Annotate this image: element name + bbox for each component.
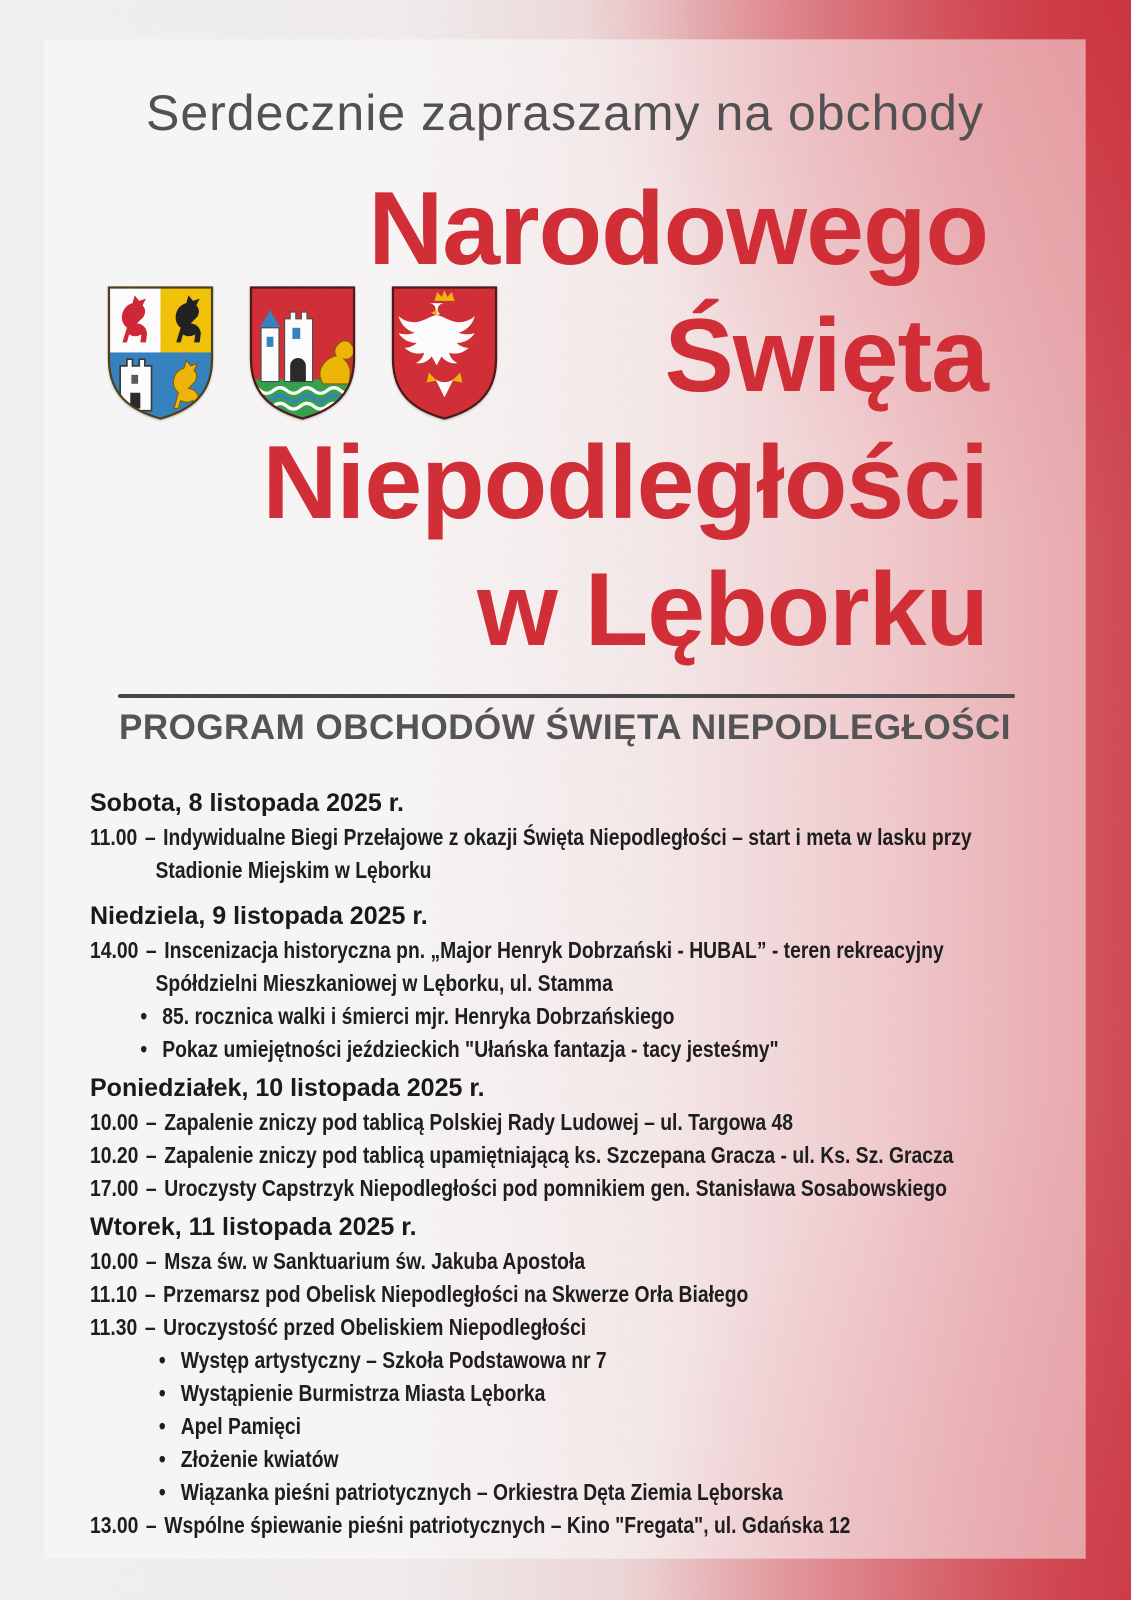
bullet-text: Pokaz umiejętności jeździeckich "Ułańska fantazja - tacy jesteśmy" — [162, 1036, 779, 1062]
bullet-icon: • — [158, 1479, 166, 1505]
event-text: Msza św. w Sanktuarium św. Jakuba Apostoła — [164, 1248, 586, 1274]
event-text: Zapalenie zniczy pod tablicą upamiętniającą ks. Szczepana Gracza - ul. Ks. Sz. Gracza — [164, 1142, 954, 1168]
dash-separator: – — [144, 1314, 156, 1340]
title-line-3: Niepodległości — [262, 425, 988, 541]
dash-separator: – — [145, 1512, 157, 1538]
lebork-county-crest-icon — [103, 283, 218, 423]
bullet-icon: • — [140, 1036, 148, 1062]
event-text: Zapalenie zniczy pod tablicą Polskiej Rady Ludowej – ul. Targowa 48 — [164, 1109, 794, 1135]
schedule-event — [90, 1278, 930, 1311]
bullet-icon: • — [140, 1003, 148, 1029]
schedule-event — [90, 821, 972, 854]
bullet-text: Wiązanka pieśni patriotycznych – Orkiestra Dęta Ziemia Lęborska — [180, 1479, 783, 1505]
event-text: Inscenizacja historyczna pn. „Major Henryk Dobrzański - HUBAL” - teren rekreacyjny — [164, 937, 944, 963]
dash-separator: – — [145, 1248, 157, 1274]
coat-of-arms-row — [103, 283, 502, 423]
schedule-bullet — [90, 1033, 930, 1066]
schedule-bullet — [90, 1410, 930, 1443]
bullet-text: Apel Pamięci — [180, 1413, 301, 1439]
bullet-text: 85. rocznica walki i śmierci mjr. Henryka Dobrzańskiego — [162, 1003, 675, 1029]
dash-separator: – — [144, 1281, 156, 1307]
schedule-event — [90, 1509, 930, 1542]
title-line-1: Narodowego — [368, 171, 988, 287]
title-line-2: Święta — [664, 298, 988, 414]
dash-separator: – — [144, 824, 156, 850]
event-text: Uroczysty Capstrzyk Niepodległości pod pomnikiem gen. Stanisława Sosabowskiego — [164, 1175, 947, 1201]
dash-separator: – — [145, 937, 157, 963]
title-line-4: w Lęborku — [476, 552, 988, 668]
program-heading: PROGRAM OBCHODÓW ŚWIĘTA NIEPODLEGŁOŚCI — [118, 708, 1012, 747]
event-time: 10.00 — [90, 1109, 139, 1135]
event-time: 11.10 — [90, 1281, 138, 1307]
poland-eagle-crest-icon — [387, 283, 502, 423]
lebork-city-crest-icon — [245, 283, 360, 423]
dash-separator: – — [145, 1142, 157, 1168]
dash-separator: – — [145, 1175, 157, 1201]
schedule-day-header: Sobota, 8 listopada 2025 r. — [90, 789, 405, 817]
bullet-text: Złożenie kwiatów — [180, 1446, 339, 1472]
bullet-icon: • — [158, 1413, 166, 1439]
event-text: Wspólne śpiewanie pieśni patriotycznych – Kino "Fregata", ul. Gdańska 12 — [164, 1512, 851, 1538]
bullet-icon: • — [158, 1380, 166, 1406]
event-time: 10.20 — [90, 1142, 139, 1168]
event-text: Przemarsz pod Obelisk Niepodległości na Skwerze Orła Białego — [163, 1281, 749, 1307]
schedule-event — [90, 934, 944, 967]
schedule-event — [90, 1311, 930, 1344]
event-text: Indywidualne Biegi Przełajowe z okazji Święta Niepodległości – start i meta w lasku przy — [163, 824, 972, 850]
bullet-icon: • — [158, 1446, 166, 1472]
bullet-icon: • — [158, 1347, 166, 1373]
schedule-event — [90, 1172, 947, 1205]
schedule-bullet — [90, 1000, 930, 1033]
divider-line — [118, 694, 1015, 698]
bullet-text: Występ artystyczny – Szkoła Podstawowa nr 7 — [180, 1347, 607, 1373]
schedule-continuation: Spółdzielni Mieszkaniowej w Lęborku, ul. Stamma — [155, 970, 613, 996]
schedule-bullet — [90, 1476, 930, 1509]
event-time: 14.00 — [90, 937, 139, 963]
dash-separator: – — [145, 1109, 157, 1135]
schedule — [90, 786, 1090, 1542]
schedule-bullet — [90, 1443, 930, 1476]
event-time: 17.00 — [90, 1175, 139, 1201]
schedule-bullet — [90, 1377, 930, 1410]
event-time: 11.30 — [90, 1314, 138, 1340]
event-time: 10.00 — [90, 1248, 139, 1274]
schedule-bullet — [90, 1344, 930, 1377]
event-time: 11.00 — [90, 824, 138, 850]
schedule-event — [90, 1139, 954, 1172]
event-time: 13.00 — [90, 1512, 139, 1538]
invite-line: Serdecznie zapraszamy na obchody — [145, 85, 984, 141]
event-text: Uroczystość przed Obeliskiem Niepodległości — [163, 1314, 587, 1340]
schedule-continuation: Stadionie Miejskim w Lęborku — [155, 857, 432, 883]
schedule-day-header: Wtorek, 11 listopada 2025 r. — [90, 1213, 417, 1241]
schedule-day-header: Poniedziałek, 10 listopada 2025 r. — [90, 1074, 485, 1102]
schedule-event — [90, 1106, 930, 1139]
schedule-day-header: Niedziela, 9 listopada 2025 r. — [90, 902, 428, 930]
bullet-text: Wystąpienie Burmistrza Miasta Lęborka — [180, 1380, 546, 1406]
schedule-event — [90, 1245, 930, 1278]
